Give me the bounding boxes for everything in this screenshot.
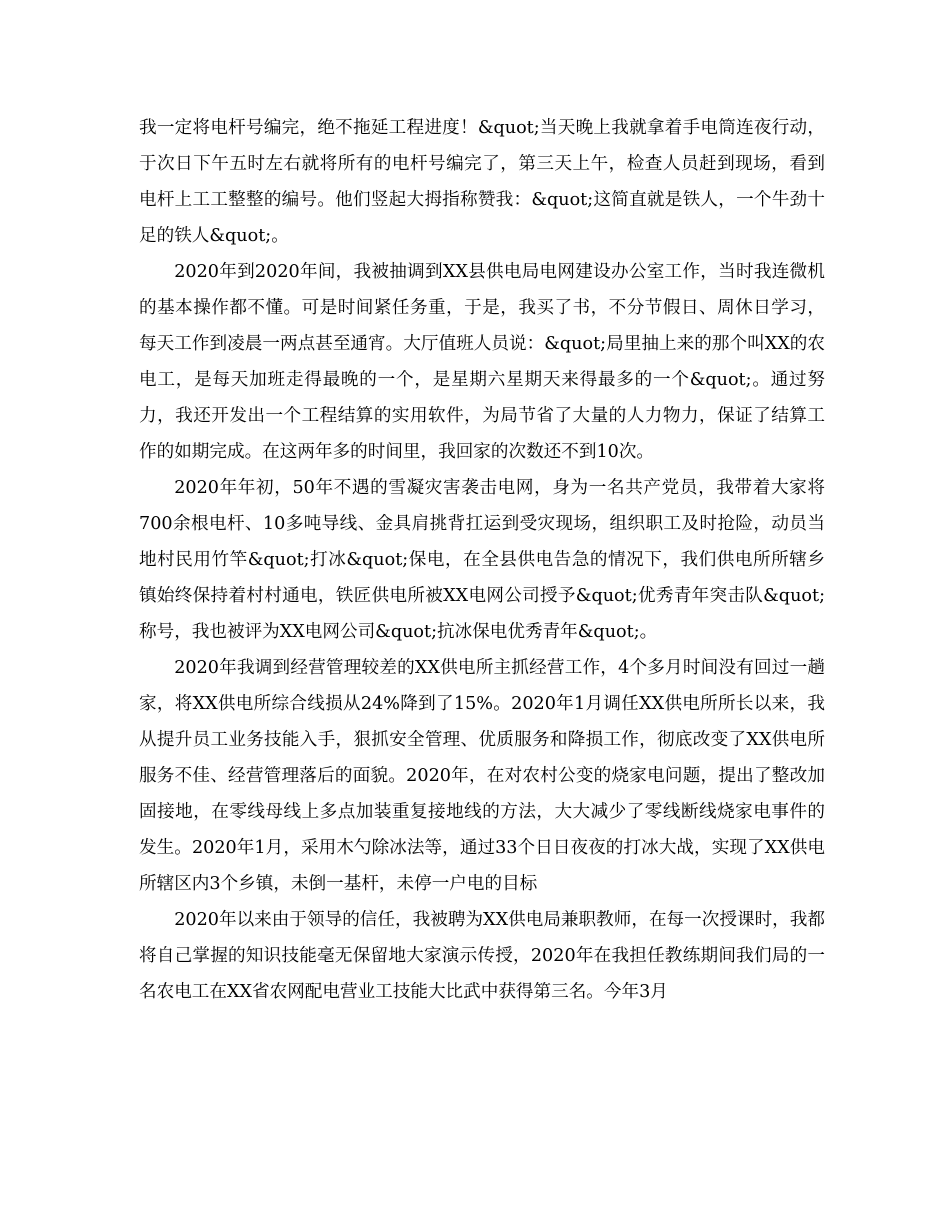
paragraph-2: 2020年到2020年间，我被抽调到XX县供电局电网建设办公室工作，当时我连微机的基本操作都不懂。可是时间紧任务重，于是，我买了书，不分节假日、周休日学习，每天工作到凌晨一两点甚至通宵。大厅值班人员说：&quot;局里抽上来的那个叫XX的农电工，是每天加班走得最晚的一个，是星期六星期天来得最多的一个&quot;。通过努力，我还开发出一个工程结算的实用软件，为局节省了大量的人力物力，保证了结算工作的如期完成。在这两年多的时间里，我回家的次数还不到10次。: [139, 262, 825, 462]
paragraph-4: 2020年我调到经营管理较差的XX供电所主抓经营工作，4个多月时间没有回过一趟家，将XX供电所综合线损从24%降到了15%。2020年1月调任XX供电所所长以来，我从提升员工业务技能入手，狠抓安全管理、优质服务和降损工作，彻底改变了XX供电所服务不佳、经营管理落后的面貌。2020年，在对农村公变的烧家电问题，提出了整改加固接地，在零线母线上多点加装重复接地线的方法，大大减少了零线断线烧家电事件的发生。2020年1月，采用木勺除冰法等，通过33个日日夜夜的打冰大战，实现了XX供电所辖区内3个乡镇，未倒一基杆，未停一户电的目标: [139, 658, 825, 894]
paragraph-1: 我一定将电杆号编完，绝不拖延工程进度！&quot;当天晚上我就拿着手电筒连夜行动，于次日下午五时左右就将所有的电杆号编完了，第三天上午，检查人员赶到现场，看到电杆上工工整整的编号。他们竖起大拇指称赞我：&quot;这简直就是铁人，一个牛劲十足的铁人&quot;。: [139, 118, 825, 246]
paragraph-3: 2020年年初，50年不遇的雪凝灾害袭击电网，身为一名共产党员，我带着大家将700余根电杆、10多吨导线、金具肩挑背扛运到受灾现场，组织职工及时抢险，动员当地村民用竹竿&quot;打冰&quot;保电，在全县供电告急的情况下，我们供电所所辖乡镇始终保持着村村通电，铁匠供电所被XX电网公司授予&quot;优秀青年突击队&quot;称号，我也被评为XX电网公司&quot;抗冰保电优秀青年&quot;。: [139, 478, 825, 642]
paragraph-5: 2020年以来由于领导的信任，我被聘为XX供电局兼职教师，在每一次授课时，我都将自己掌握的知识技能毫无保留地大家演示传授，2020年在我担任教练期间我们局的一名农电工在XX省农网配电营业工技能大比武中获得第三名。今年3月: [139, 910, 825, 1002]
